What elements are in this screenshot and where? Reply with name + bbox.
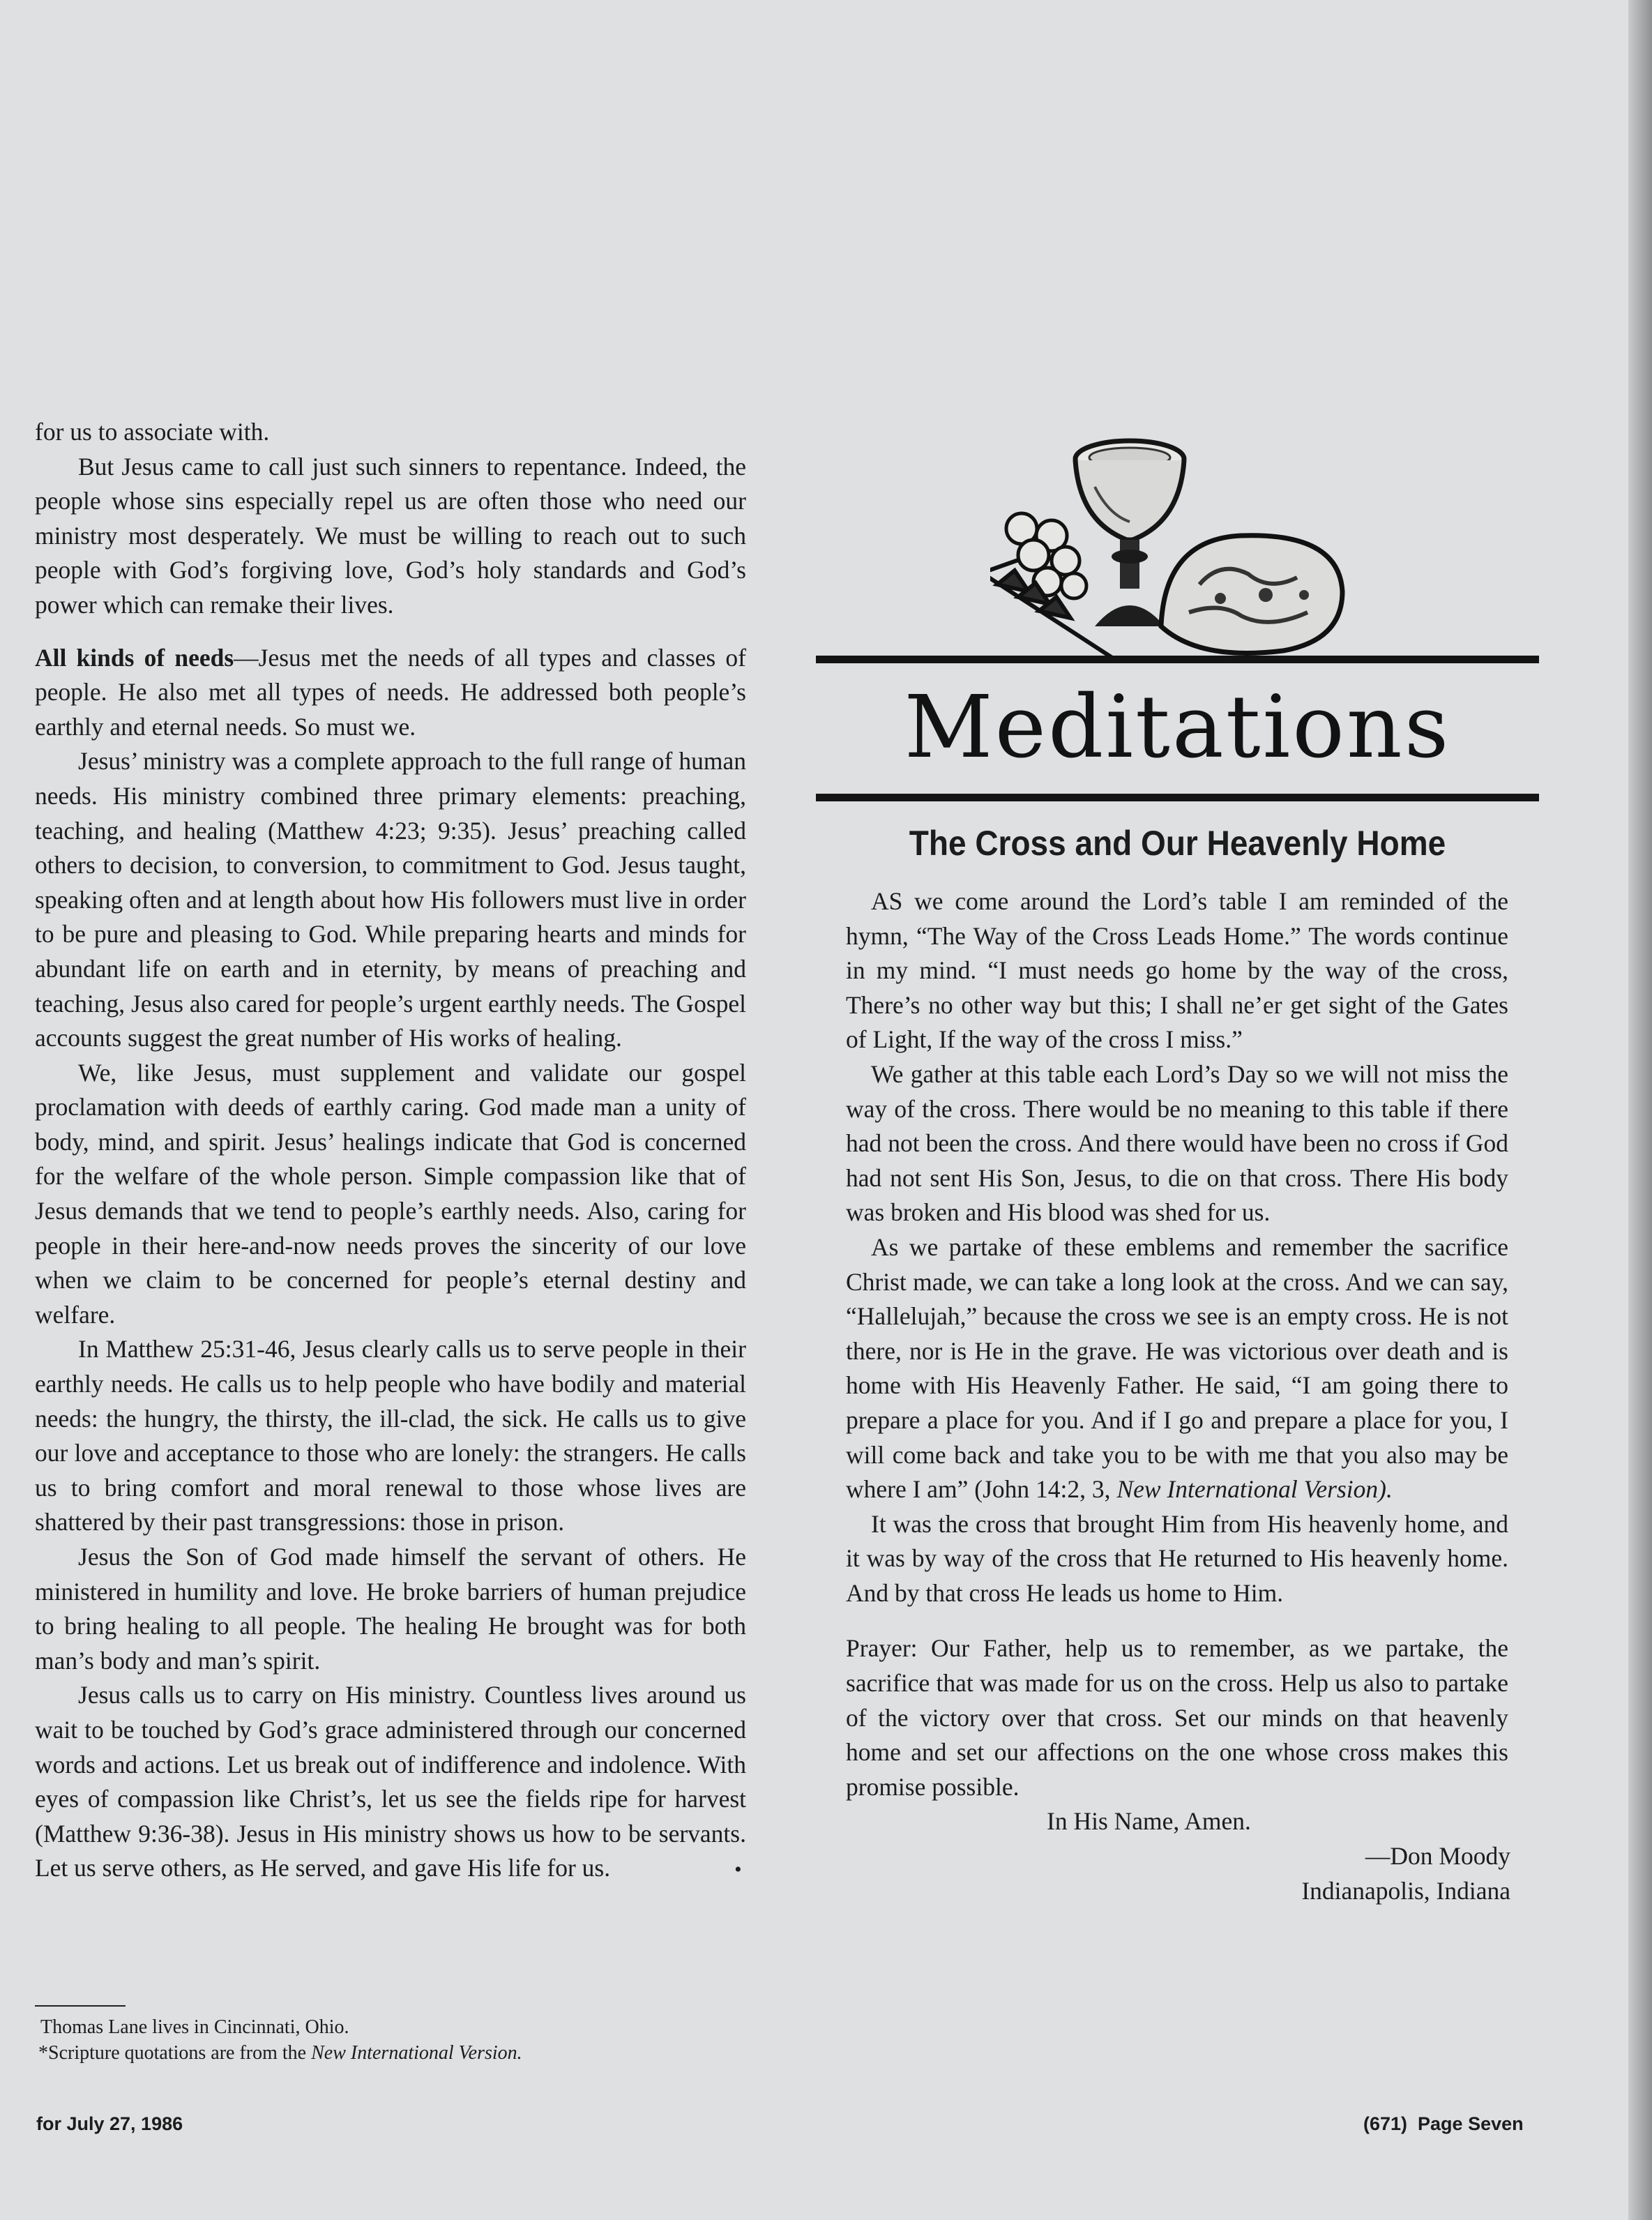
issue-date-folio: for July 27, 1986 (36, 2113, 183, 2134)
paragraph-all-kinds-of-needs (35, 641, 746, 745)
meditations-masthead: Meditations (904, 677, 1451, 778)
footnote-rule (35, 2005, 126, 2007)
meditation-title: The Cross and Our Heavenly Home (909, 824, 1446, 863)
version-citation: New International Version). (1116, 1475, 1393, 1504)
paragraph: We, like Jesus, must supplement and validate our gospel proclamation with deeds of earthly caring. God made man a unity of body, mind, and spirit. Jesus’ healings indicate that God is concerned for the welfare of the whole person. Simple compassion like that of Jesus demands that we tend to people’s earthly needs. Also, caring for people in their here-and-now needs proves the sincerity of our love when we claim to be concerned for people’s eternal destiny and welfare. (35, 1058, 746, 1329)
masthead-rule-top (816, 656, 1539, 663)
author-note: Thomas Lane lives in Cincinnati, Ohio. (40, 2016, 349, 2038)
scripture-note-version: New International Version. (311, 2042, 522, 2064)
paragraph: But Jesus came to call just such sinners to repentance. Indeed, the people whose sins especially repel us are often those who need our ministry most desperately. We must be willing to reach out to such people with God’s forgiving love, God’s holy standards and God’s power which can remake their lives. (35, 452, 746, 619)
meditation-paragraph: It was the cross that brought Him from His heavenly home, and it was by way of the cross that He returned to His heavenly home. And by that cross He leads us home to Him. (846, 1509, 1508, 1607)
paragraph-final (35, 1678, 746, 1887)
masthead-rule-bottom (816, 794, 1539, 801)
paragraph: Jesus’ ministry was a complete approach to the full range of human needs. His ministry combined three primary elements: preaching, teaching, and healing (Matthew 4:23; 9:35). Jesus’ preaching called others to decision, to conversion, to commitment to God. Jesus taught, speaking often and at length about how His followers must live in order to be pure and pleasing to God. While preparing hearts and minds for abundant life on earth and in eternity, by means of preaching and teaching, Jesus also cared for people’s urgent earthly needs. The Gospel accounts suggest the great number of His works of healing. (35, 747, 746, 1052)
page-gutter-edge (1628, 0, 1652, 2220)
runin-heading: All kinds of needs (35, 643, 234, 672)
scripture-note-prefix: *Scripture quotations are from the (38, 2042, 312, 2064)
footnotes (38, 2014, 736, 2066)
meditation-column (846, 884, 1508, 1908)
meditation-paragraph-john (846, 1230, 1508, 1507)
author-signature: —Don Moody (1365, 1842, 1510, 1871)
paragraph: for us to associate with. (35, 418, 270, 446)
prayer: Prayer: Our Father, help us to remember, as we partake, the sacrifice that was made for us on the cross. Help us also to partake of the victory over that cross. Set our minds on that heavenly home and set our affections on the one whose cross makes this promise possible. (846, 1634, 1508, 1801)
paragraph-body: Jesus calls us to carry on His ministry. Countless lives around us wait to be touched by God’s grace administered through our concerned words and actions. Let us break out of indifference and indolence. With eyes of compassion like Christ’s, let us see the fields ripe for harvest (Matthew 9:36-38). Jesus in His ministry shows us how to be servants. Let us serve others, as He served, and gave His life for us. (35, 1681, 746, 1882)
paragraph-body: As we partake of these emblems and remember the sacrifice Christ made, we can take a long look at the cross. And we can say, “Hallelujah,” because the cross we see is an empty cross. He is not there, nor is He in the grave. He was victorious over death and is home with His Heavenly Father. He said, “I am going there to prepare a place for you. And if I go and prepare a place for you, I will come back and take you to be with me that you also may be where I am” (John 14:2, 3, (846, 1232, 1508, 1504)
paragraph: In Matthew 25:31-46, Jesus clearly calls us to serve people in their earthly needs. He calls us to help people who have bodily and material needs: the hungry, the thirsty, the ill-clad, the sick. He calls us to give our love and acceptance to those who are lonely: the strangers. He calls us to bring comfort and moral renewal to those whose lives are shattered by their past transgressions: those in prison. (35, 1335, 746, 1536)
scripture-note (38, 2040, 736, 2066)
end-mark: • (734, 1858, 742, 1882)
page-number-folio: (671) Page Seven (1363, 2113, 1524, 2134)
meditation-paragraph: We gather at this table each Lord’s Day so we will not miss the way of the cross. There would be no meaning to this table if there had not been the cross. And there would have been no cross if God had not sent His Son, Jesus, to die on that cross. There His body was broken and His blood was shed for us. (846, 1059, 1508, 1227)
paragraph: Jesus the Son of God made himself the servant of others. He ministered in humility and love. He broke barriers of human prejudice to bring healing to all people. The healing He brought was for both man’s body and man’s spirit. (35, 1543, 746, 1675)
communion-illustration (990, 417, 1353, 663)
meditation-paragraph: AS we come around the Lord’s table I am reminded of the hymn, “The Way of the Cross Leads Home.” The words continue in my mind. “I must needs go home by the way of the cross, There’s no other way but this; I shall ne’er get sight of the Gates of Light, If the way of the cross I miss.” (846, 887, 1508, 1054)
article-column-left (35, 415, 746, 1887)
paragraph-body: —Jesus met the needs of all types and classes of people. He also met all types of needs. He addressed both people’s earthly and eternal needs. So must we. (35, 643, 746, 741)
author-location: Indianapolis, Indiana (1301, 1876, 1510, 1905)
bread-loaf-icon (1161, 536, 1342, 654)
amen-line: In His Name, Amen. (1047, 1807, 1251, 1836)
